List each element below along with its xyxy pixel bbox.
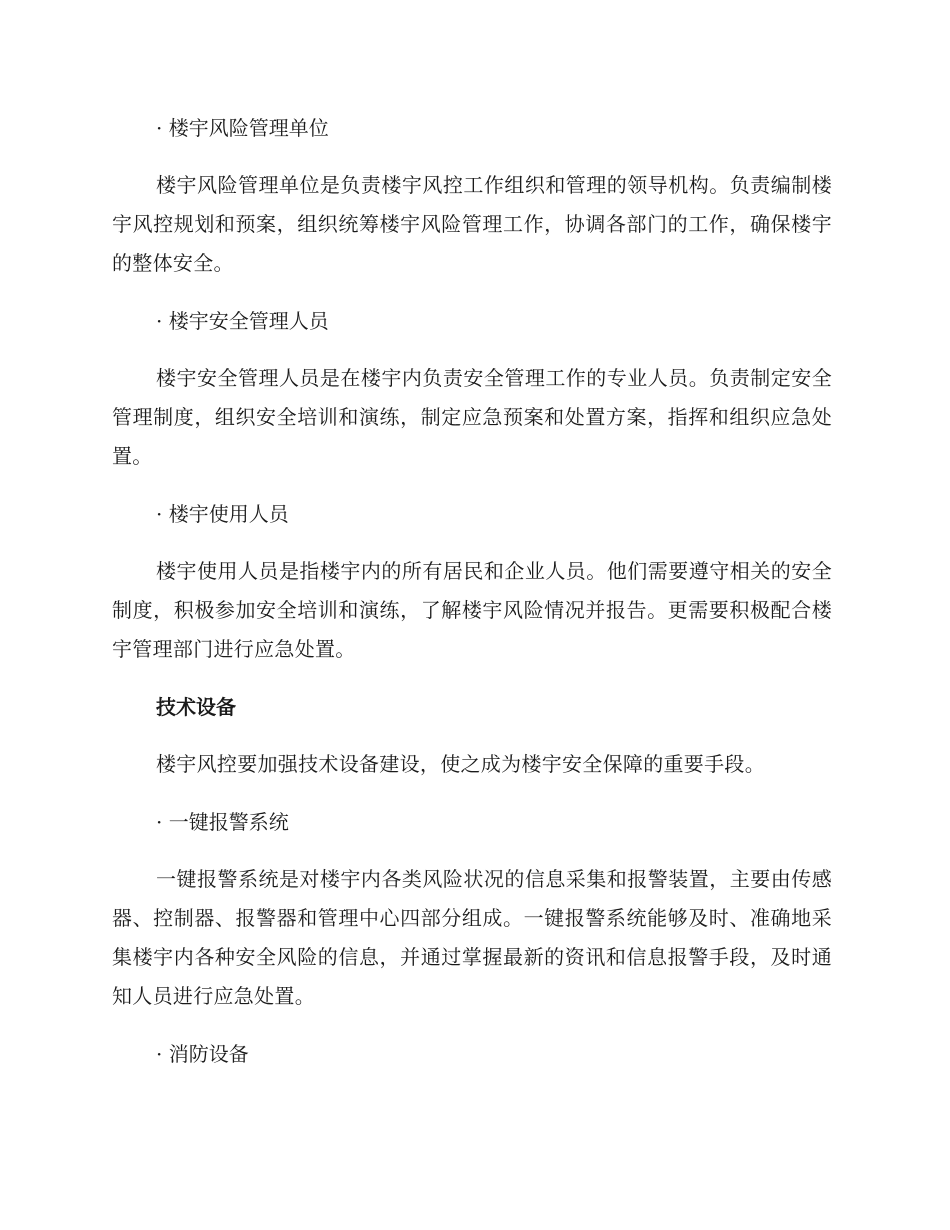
paragraph-risk-management-unit: 楼宇风险管理单位是负责楼宇风控工作组织和管理的领导机构。负责编制楼宇风控规划和预案，组织统筹楼宇风险管理工作，协调各部门的工作，确保楼宇的整体安全。 [112,173,832,275]
bullet-fire-equipment: · 消防设备 [156,1042,249,1066]
document-body [112,108,832,1092]
paragraph-technical-equipment: 楼宇风控要加强技术设备建设，使之成为楼宇安全保障的重要手段。 [156,752,765,776]
bullet-one-key-alarm: · 一键报警系统 [156,810,289,834]
paragraph-safety-managers: 楼宇安全管理人员是在楼宇内负责安全管理工作的专业人员。负责制定安全管理制度，组织安全培训和演练，制定应急预案和处置方案，指挥和组织应急处置。 [112,366,832,468]
bullet-risk-management-unit: · 楼宇风险管理单位 [156,116,329,140]
paragraph-one-key-alarm: 一键报警系统是对楼宇内各类风险状况的信息采集和报警装置，主要由传感器、控制器、报警器和管理中心四部分组成。一键报警系统能够及时、准确地采集楼宇内各种安全风险的信息，并通过掌握最新的资讯和信息报警手段，及时通知人员进行应急处置。 [112,867,832,1008]
bullet-building-users: · 楼宇使用人员 [156,502,289,526]
heading-technical-equipment: 技术设备 [156,695,236,719]
paragraph-building-users: 楼宇使用人员是指楼宇内的所有居民和企业人员。他们需要遵守相关的安全制度，积极参加安全培训和演练，了解楼宇风险情况并报告。更需要积极配合楼宇管理部门进行应急处置。 [112,559,832,661]
bullet-safety-managers: · 楼宇安全管理人员 [156,309,329,333]
